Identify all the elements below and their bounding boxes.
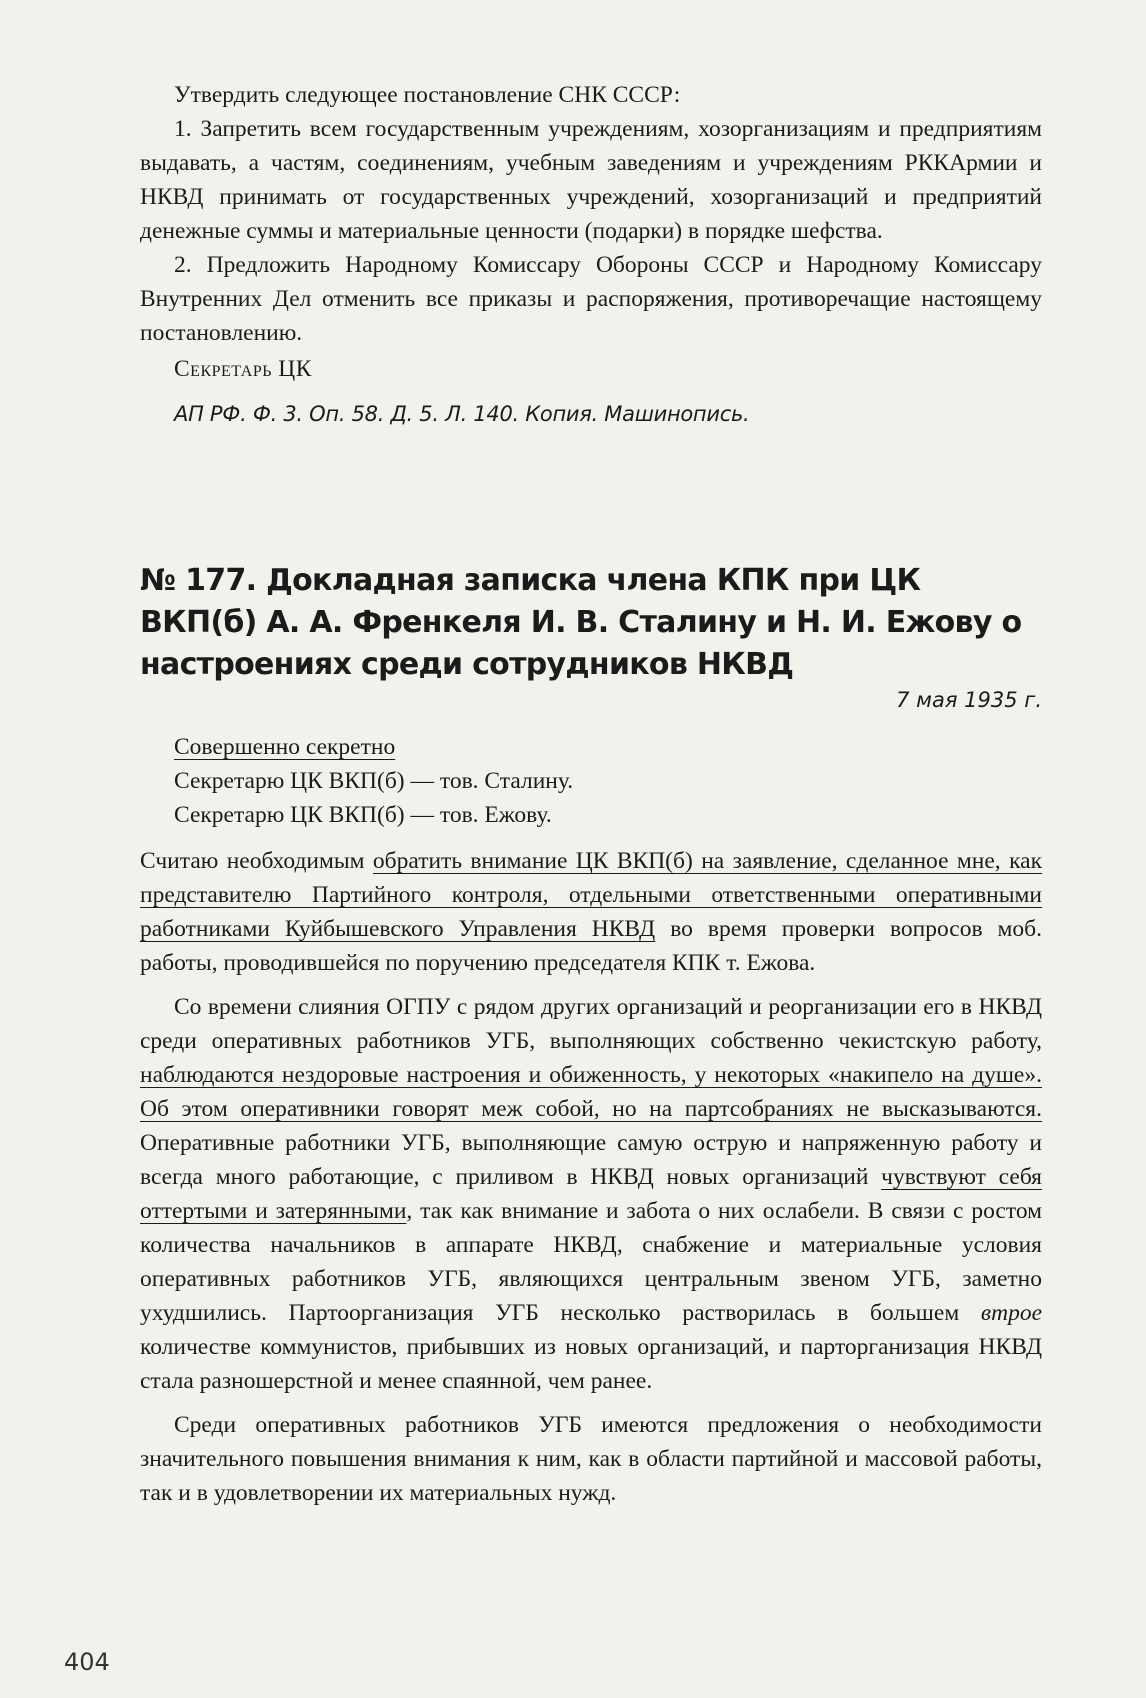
- handwritten-insertion: втрое: [980, 1300, 1042, 1326]
- paragraph-3: Среди оперативных работников УГБ имеются предложения о необходимости значительного повышения внимания к ним, как в области партийной и массовой работы, так и в удовлетворении их материальных нужд.: [140, 1412, 1042, 1506]
- document-177: [140, 560, 1042, 1510]
- resolution-item-2: 2. Предложить Народному Комиссару Обороны СССР и Народному Комиссару Внутренних Дел отменить все приказы и распоряжения, противоречащие настоящему постановлению.: [140, 252, 1042, 346]
- underlined-passage: наблюдаются нездоровые настроения и обиженность, у некоторых «накипело на душе». Об этом оперативники говорят меж собой, но на партсобраниях не высказываются.: [140, 1062, 1042, 1122]
- underlined-passage: обратить внимание ЦК ВКП(б) на заявление, сделанное мне, как представителю Партийного контроля, отдельными ответственными оперативными работниками Куйбышевского Управления НКВД: [140, 848, 1042, 942]
- paragraph-1: Считаю необходимым обратить внимание ЦК ВКП(б) на заявление, сделанное мне, как представителю Партийного контроля, отдельными ответственными оперативными работниками Куйбышевского Управления НКВД во время проверки вопросов моб. работы, проводившейся по поручению председателя КПК т. Ежова.: [140, 848, 1042, 976]
- underlined-passage: чувствуют себя оттертыми и затерянными: [140, 1164, 1042, 1224]
- archive-source: АП РФ. Ф. 3. Оп. 58. Д. 5. Л. 140. Копия. Машинопись.: [174, 402, 750, 426]
- paragraph-2: Со времени слияния ОГПУ с рядом других организаций и реорганизации его в НКВД среди оперативных работников УГБ, выполняющих собственно чекистскую работу, наблюдаются нездоровые настроения и обиженность, у некоторых «накипело на душе». Об этом оперативники говорят меж собой, но на партсобраниях не высказываются. Оперативные работники УГБ, выполняющие самую острую и напряженную работу и всегда много работающие, с приливом в НКВД новых организаций чувствуют себя оттертыми и затерянными, так как внимание и забота о них ослабели. В связи с ростом количества начальников в аппарате НКВД, снабжение и материальные условия оперативных работников УГБ, являющихся центральным звеном УГБ, заметно ухудшились. Партоорганизация УГБ несколько растворилась в большем втрое количестве коммунистов, прибывших из новых организаций, и парторганизация НКВД стала разношерстной и менее спаянной, чем ранее.: [140, 994, 1042, 1394]
- classification-stamp: Совершенно секретно: [174, 734, 396, 760]
- addressee-stalin: Секретарю ЦК ВКП(б) — тов. Сталину.: [174, 768, 574, 794]
- signature: Секретарь ЦК: [174, 356, 312, 382]
- page-number: 404: [64, 1648, 110, 1676]
- previous-document-ending: [140, 78, 1042, 428]
- document-heading: № 177. Докладная записка члена КПК при ЦК ВКП(б) А. А. Френкеля И. В. Сталину и Н. И. Ежову о настроениях среди сотрудников НКВД: [140, 563, 1022, 682]
- resolution-intro: Утвердить следующее постановление СНК СССР:: [174, 82, 681, 108]
- addressee-yezhov: Секретарю ЦК ВКП(б) — тов. Ежову.: [174, 802, 552, 828]
- resolution-item-1: 1. Запретить всем государственным учреждениям, хозорганизациям и предприятиям выдавать, а частям, соединениям, учебным заведениям и учреждениям РККАрмии и НКВД принимать от государственных учреждений, хозорганизаций и предприятий денежные суммы и материальные ценности (подарки) в порядке шефства.: [140, 116, 1042, 244]
- document-date: 7 мая 1935 г.: [896, 688, 1042, 712]
- header-block: [140, 730, 1042, 832]
